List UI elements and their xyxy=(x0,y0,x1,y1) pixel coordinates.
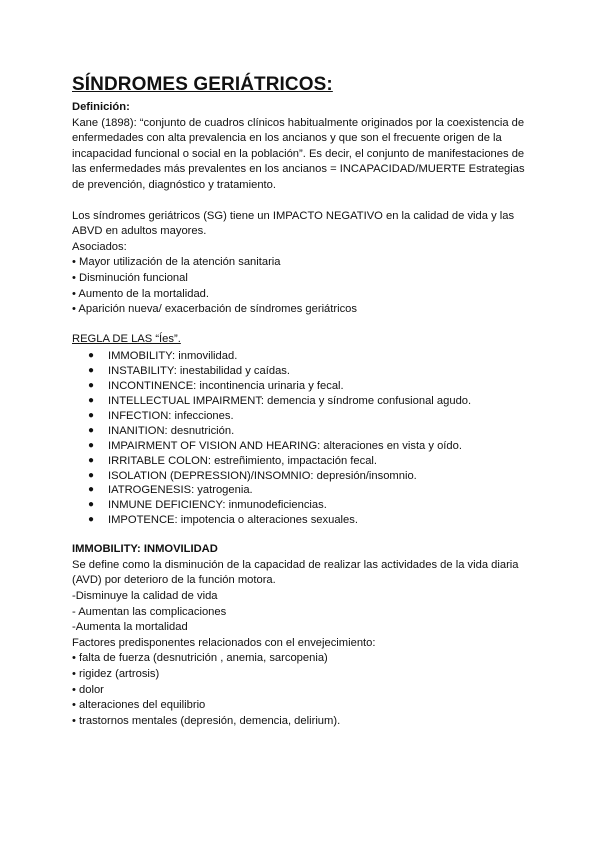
list-item: • alteraciones del equilibrio xyxy=(72,699,206,712)
list-item: ● IMMOBILITY: inmovilidad. xyxy=(88,350,238,363)
bullet-icon: ● xyxy=(88,350,95,362)
list-item: ● INCONTINENCE: incontinencia urinaria y fecal. xyxy=(88,380,344,393)
definition-line: incapacidad funcional o social en la población”. Es decir, el conjunto de manifestaciones de xyxy=(72,147,525,160)
immobility-heading: IMMOBILITY: INMOVILIDAD xyxy=(72,543,218,556)
document-title: SÍNDROMES GERIÁTRICOS: xyxy=(72,74,333,95)
factors-label: Factores predisponentes relacionados con el envejecimiento: xyxy=(72,636,376,649)
immobility-line: - Aumentan las complicaciones xyxy=(72,605,227,618)
list-item: ● INFECTION: infecciones. xyxy=(88,409,234,422)
list-item: ● ISOLATION (DEPRESSION)/INSOMNIO: depresión/insomnio. xyxy=(88,469,417,482)
immobility-line: (AVD) por deterioro de la función motora. xyxy=(72,574,276,587)
immobility-line: -Disminuye la calidad de vida xyxy=(72,589,218,602)
bullet-icon: ● xyxy=(88,439,95,451)
list-item: ● IRRITABLE COLON: estreñimiento, impactación fecal. xyxy=(88,454,378,467)
definition-line: enfermedades con alta prevalencia en los ancianos y que son el frecuente origen de la xyxy=(72,132,502,145)
list-item: ● INTELLECTUAL IMPAIRMENT: demencia y síndrome confusional agudo. xyxy=(88,395,472,408)
definition-line: de prevención, diagnóstico y tratamiento. xyxy=(72,178,276,191)
definition-line: las enfermedades más prevalentes en los ancianos = INCAPACIDAD/MUERTE Estrategias xyxy=(72,163,525,176)
list-item: • Disminución funcional xyxy=(72,271,188,284)
bullet-icon: ● xyxy=(88,380,95,392)
bullet-icon: ● xyxy=(88,365,95,377)
impact-line: ABVD en adultos mayores. xyxy=(72,225,207,238)
list-item: • rigidez (artrosis) xyxy=(72,667,160,680)
immobility-line: -Aumenta la mortalidad xyxy=(72,621,188,634)
associated-list xyxy=(72,255,552,317)
bullet-icon: ● xyxy=(88,514,95,526)
list-item: • Aumento de la mortalidad. xyxy=(72,287,210,300)
rule-heading: REGLA DE LAS “Íes”. xyxy=(72,332,181,345)
bullet-icon: ● xyxy=(88,409,95,421)
definition-heading: Definición: xyxy=(72,101,130,113)
list-item: • dolor xyxy=(72,683,104,696)
list-item: • Mayor utilización de la atención sanitaria xyxy=(72,256,281,269)
list-item: • trastornos mentales (depresión, demencia, delirium). xyxy=(72,714,341,727)
bullet-icon: ● xyxy=(88,484,95,496)
list-item: ● INMUNE DEFICIENCY: inmunodeficiencias. xyxy=(88,499,327,512)
associated-label: Asociados: xyxy=(72,240,127,253)
bullet-icon: ● xyxy=(88,499,95,511)
bullet-icon: ● xyxy=(88,424,95,436)
bullet-icon: ● xyxy=(88,454,95,466)
list-item: • Aparición nueva/ exacerbación de síndromes geriátricos xyxy=(72,303,358,316)
factors-list xyxy=(72,651,552,729)
list-item: • falta de fuerza (desnutrición , anemia, sarcopenia) xyxy=(72,652,328,665)
list-item: ● INSTABILITY: inestabilidad y caídas. xyxy=(88,365,290,378)
impact-line: Los síndromes geriátricos (SG) tiene un IMPACTO NEGATIVO en la calidad de vida y las xyxy=(72,209,515,222)
document-page xyxy=(72,74,552,729)
list-item: ● INANITION: desnutrición. xyxy=(88,424,235,437)
definition-line: Kane (1898): “conjunto de cuadros clínicos habitualmente originados por la coexistencia de xyxy=(72,116,525,129)
list-item: ● IMPAIRMENT OF VISION AND HEARING: alteraciones en vista y oído. xyxy=(88,439,462,452)
list-item: ● IATROGENESIS: yatrogenia. xyxy=(88,484,253,497)
bullet-icon: ● xyxy=(88,469,95,481)
bullet-icon: ● xyxy=(88,395,95,407)
list-item: ● IMPOTENCE: impotencia o alteraciones sexuales. xyxy=(88,514,358,527)
rule-list xyxy=(72,349,552,528)
immobility-line: Se define como la disminución de la capacidad de realizar las actividades de la vida diaria xyxy=(72,558,519,571)
